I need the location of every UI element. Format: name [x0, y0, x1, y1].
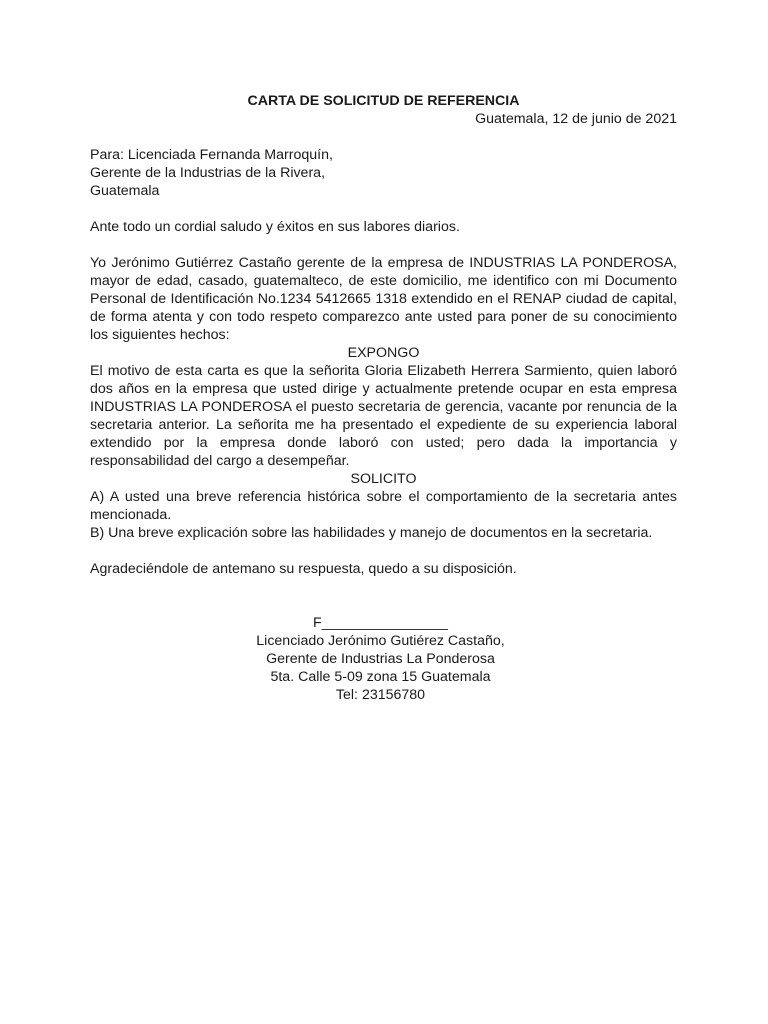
intro-paragraph: Yo Jerónimo Gutiérrez Castaño gerente de la empresa de INDUSTRIAS LA PONDEROSA, mayor de edad, casado, guatemalteco, de este domicilio, me identifico con mi Documento Personal de Identificación No.1234 5412665 1318 extendido en el RENAP ciudad de capital, de forma atenta y con todo respeto comparezco ante usted para poner de su conocimiento los siguientes hechos: — [90, 255, 677, 343]
solicito-heading: SOLICITO — [350, 471, 417, 487]
letter-title: CARTA DE SOLICITUD DE REFERENCIA — [247, 93, 520, 109]
signer-name: Licenciado Jerónimo Gutiérez Castaño, — [256, 633, 505, 649]
expongo-paragraph: El motivo de esta carta es que la señorita Gloria Elizabeth Herrera Sarmiento, quien laboró dos años en la empresa que usted dirige y actualmente pretende ocupar en esta empresa INDUSTRIAS LA PONDEROSA el puesto secretaria de gerencia, vacante por renuncia de la secretaria anterior. La señorita me ha presentado el expediente de su experiencia laboral extendido por la empresa donde laboró con usted; pero dada la importancia y responsabilidad del cargo a desempeñar. — [90, 363, 677, 469]
signer-position: Gerente de Industrias La Ponderosa — [266, 651, 495, 667]
signer-address: 5ta. Calle 5-09 zona 15 Guatemala — [270, 669, 491, 685]
signature-line: F________________ — [313, 615, 448, 631]
recipient-line-2: Gerente de la Industrias de la Rivera, — [90, 165, 326, 181]
solicito-item-a: A) A usted una breve referencia histórica sobre el comportamiento de la secretaria antes mencionada. — [90, 489, 677, 523]
signer-phone: Tel: 23156780 — [335, 687, 426, 703]
letter-date: Guatemala, 12 de junio de 2021 — [475, 111, 677, 127]
letter-document — [90, 92, 677, 704]
expongo-heading: EXPONGO — [347, 345, 420, 361]
recipient-line-1: Para: Licenciada Fernanda Marroquín, — [90, 147, 333, 163]
closing-paragraph: Agradeciéndole de antemano su respuesta, quedo a su disposición. — [90, 561, 517, 577]
recipient-line-3: Guatemala — [90, 183, 160, 199]
greeting-paragraph: Ante todo un cordial saludo y éxitos en sus labores diarios. — [90, 219, 460, 235]
solicito-item-b: B) Una breve explicación sobre las habilidades y manejo de documentos en la secretaria. — [90, 525, 653, 541]
recipient-block — [90, 146, 677, 200]
signature-block — [84, 614, 677, 704]
